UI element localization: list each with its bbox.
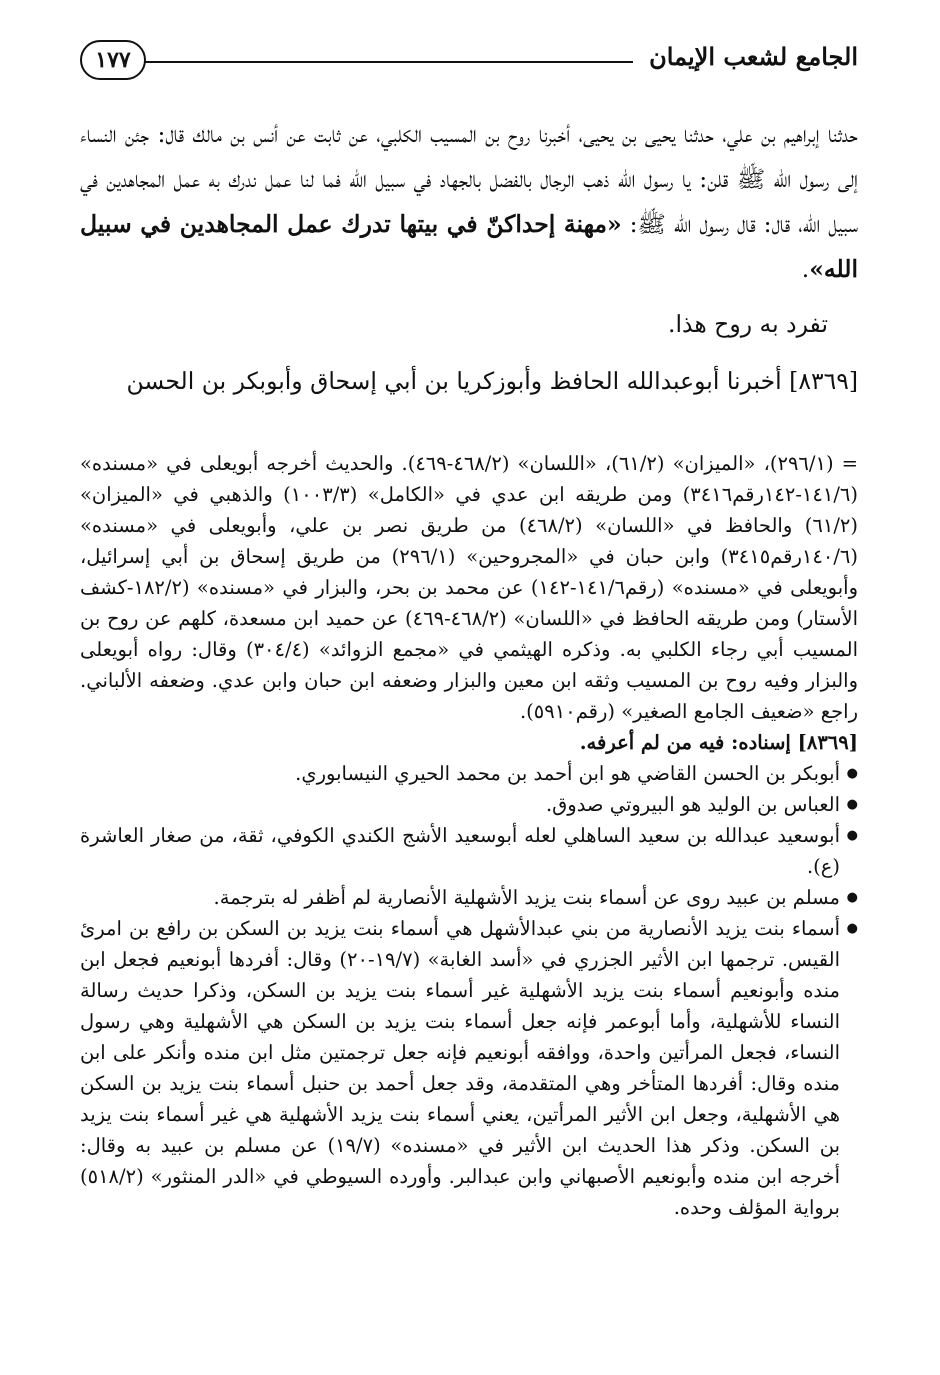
hadith-chain: حدثنا إبراهيم بن علي، حدثنا يحيى بن يحيى، أخبرنا روح بن المسيب الكلبي، عن ثابت عن أنس بن مالك قال: جئن النساء إلى رسول الله ﷺ قلن: يا رسول الله ذهب الرجال بالفضل بالجهاد في سبيل الله فما لنا عمل ندرك به عمل المجاهدين في سبيل الله، قال: قال رسول الله ﷺ: [80,120,858,238]
narrator-item: ● مسلم بن عبيد روى عن أسماء بنت يزيد الأشهلية الأنصارية لم أظفر له بترجمة. [80,882,858,913]
entry-text: أخبرنا أبوعبدالله الحافظ وأبوزكريا بن أبي إسحاق وأبوبكر بن الحسن [126,367,782,395]
header-rule [144,61,633,63]
narration-note: تفرد به روح هذا. [667,310,828,338]
narrator-item: ● أسماء بنت يزيد الأنصارية من بني عبدالأشهل هي أسماء بنت يزيد بن السكن بن رافع بن امرئ القيس. ترجمها ابن الأثير الجزري في «أسد الغابة» (١٩/٧-٢٠) وقال: أفردها أبونعيم فجعل ابن منده وأبونعيم أسماء بنت يزيد الأشهلية غير أسماء بنت يزيد بن السكن، وذكرا حديث رسالة النساء للأشهلية، وأما أبوعمر فإنه جعل أسماء بنت يزيد بن السكن هي الأشهلية وهي رسول النساء، فجعل المرأتين واحدة، ووافقه أبونعيم فإنه جعل ترجمتين مثل ابن منده وأنكر على ابن منده وقال: أفردها المتأخر وهي المتقدمة، وقد جعل أحمد بن حنبل أسماء بنت يزيد بن السكن هي الأشهلية، وجعل ابن الأثير المرأتين، يعني أسماء بنت يزيد الأشهلية هي غير أسماء بنت يزيد بن السكن. وذكر هذا الحديث ابن الأثير في «مسنده» (١٩/٧) عن مسلم بن عبيد به وقال: أخرجه ابن منده وأبونعيم الأصبهاني وابن عبدالبر. وأورده السيوطي في «الدر المنثور» (٥١٨/٢) برواية المؤلف وحده. [80,913,858,1223]
page-number: ١٧٧ [80,40,146,80]
main-text [80,112,858,404]
running-title: الجامع لشعب الإيمان [649,42,858,71]
entry-number: [٨٣٦٩] [789,367,858,395]
narrator-list [80,758,858,1223]
narrator-item: ● العباس بن الوليد هو البيروتي صدوق. [80,789,858,820]
narrator-item: ● أبوسعيد عبدالله بن سعيد الساهلي لعله أبوسعيد الأشج الكندي الكوفي، ثقة، من صغار العاشرة (ع). [80,820,858,882]
hadith-end: . [801,255,810,283]
footnotes [80,448,858,1223]
footnote-entry-label: [٨٣٦٩] إسناده: فيه من لم أعرفه. [579,731,858,754]
hadith-paragraph [80,112,858,292]
next-entry [80,359,858,404]
footnote-continuation: = (٢٩٦/١)، «الميزان» (٦١/٢)، «اللسان» (٤٦٨/٢-٤٦٩). والحديث أخرجه أبويعلى في «مسنده» (١٤١/٦-١٤٢رقم٣٤١٦) ومن طريقه ابن عدي في «الكامل» (١٠٠٣/٣) والذهبي في «الميزان» (٦١/٢) والحافظ في «اللسان» (٤٦٨/٢) من طريق نصر بن علي، وأبويعلى في «مسنده» (١٤٠/٦رقم٣٤١٥) وابن حبان في «المجروحين» (٢٩٦/١) من طريق إسحاق بن أبي إسرائيل، وأبويعلى في «مسنده» (رقم١٤١/٦-١٤٢) عن محمد بن بحر، والبزار في «مسنده» (١٨٢/٢-كشف الأستار) ومن طريقه الحافظ في «اللسان» (٤٦٨/٢-٤٦٩) عن حميد ابن مسعدة، كلهم عن روح بن المسيب أبي رجاء الكلبي به. وذكره الهيثمي في «مجمع الزوائد» (٣٠٤/٤) وقال: رواه أبويعلى والبزار وفيه روح بن المسيب وثقه ابن معين والبزار وضعفه ابن حبان وابن عدي. وضعفه الألباني. راجع «ضعيف الجامع الصغير» (رقم٥٩١٠). [80,452,858,723]
narrator-item: ● أبوبكر بن الحسن القاضي هو ابن أحمد بن محمد الحيري النيسابوري. [80,758,858,789]
page-header [80,36,858,86]
hadith-quote: «مهنة إحداكنّ في بيتها تدرك عمل المجاهدين في سبيل الله» [80,210,858,283]
